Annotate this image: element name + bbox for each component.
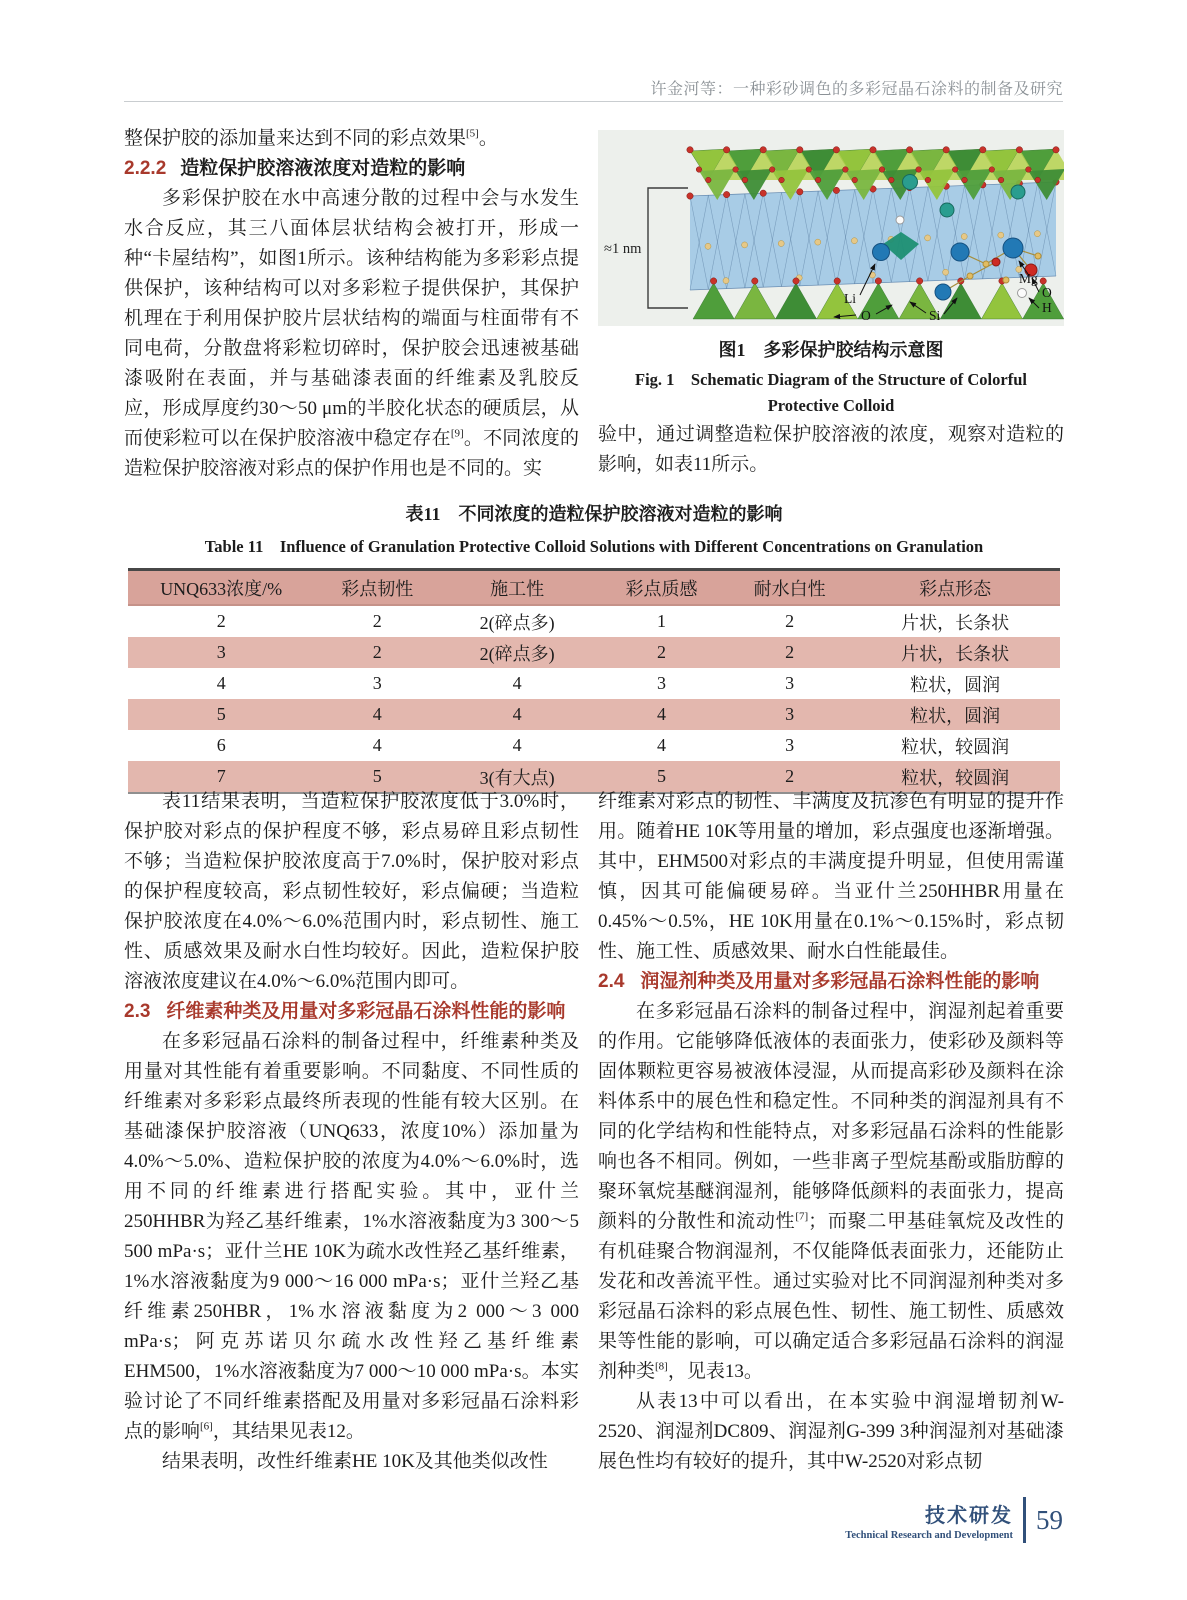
- table-cell: 2: [729, 637, 850, 668]
- figure1-image: [598, 130, 1064, 326]
- right-column-top: [598, 420, 1064, 480]
- paragraph-wetting-agent: 在多彩冠晶石涂料的制备过程中，润湿剂起着重要的作用。它能够降低液体的表面张力，使彩砂及颜料等固体颗粒更容易被液体浸湿，从而提高彩砂及颜料在涂料体系中的展色性和稳定性。不同种类的润湿剂具有不同的化学结构和性能特点，对多彩冠晶石涂料的性能影响也各不相同。例如，一些非离子型烷基酚或脂肪醇的聚环氧烷基醚润湿剂，能够降低颜料的表面张力，提高颜料的分散性和流动性[7]；而聚二甲基硅氧烷及改性的有机硅聚合物润湿剂，不仅能降低表面张力，还能防止发花和改善流平性。通过实验对比不同润湿剂种类对多彩冠晶石涂料的彩点展色性、韧性、施工韧性、质感效果等性能的影响，可以确定适合多彩冠晶石涂料的润湿剂种类[8]，见表13。: [598, 1001, 1064, 1382]
- table-row: [128, 668, 1060, 699]
- section-title: 纤维素种类及用量对多彩冠晶石涂料性能的影响: [166, 1001, 566, 1022]
- section-title: 造粒保护胶溶液浓度对造粒的影响: [180, 158, 466, 179]
- h-atom: [1018, 289, 1027, 298]
- table11-block: [120, 500, 1068, 794]
- footer-section: [845, 1499, 1013, 1541]
- table-cell: 粒状，圆润: [910, 674, 1001, 695]
- table-cell: 3: [785, 735, 795, 755]
- paragraph-table11-analysis: 表11结果表明，当造粒保护胶浓度低于3.0%时，保护胶对彩点的保护程度不够，彩点易碎且彩点韧性不够；当造粒保护胶浓度高于7.0%时，保护胶对彩点的保护程度较高，彩点韧性较好，彩点偏硬；当造粒保护胶浓度在4.0%～6.0%范围内时，彩点韧性、施工性、质感效果及耐水白性均较好。因此，造粒保护胶溶液浓度建议在4.0%～6.0%范围内即可。: [124, 791, 579, 992]
- running-head: 许金河等：一种彩砂调色的多彩冠晶石涂料的制备及研究: [650, 81, 1063, 98]
- table11-title-cn: 表11 不同浓度的造粒保护胶溶液对造粒的影响: [405, 504, 783, 524]
- o-right-label: O: [1042, 285, 1052, 300]
- paragraph-cellulose-cont: 纤维素对彩点的韧性、丰满度及抗渗色有明显的提升作用。随着HE 10K等用量的增加，彩点强度也逐渐增强。其中，EHM500对彩点的丰满度提升明显，但使用需谨慎，因其可能偏硬易碎。当亚什兰250HHBR用量在0.45%～0.5%，HE 10K用量在0.1%～0.15%时，彩点韧性、施工性、质感效果、耐水白性能最佳。: [598, 791, 1064, 962]
- right-column-bottom: [598, 787, 1064, 1477]
- teal-atom: [903, 175, 918, 190]
- table-cell: 4: [372, 735, 382, 755]
- section-number: 2.3: [124, 1001, 151, 1022]
- mg-label: Mg: [1019, 271, 1038, 286]
- table-header-cell: 彩点质感: [594, 570, 729, 606]
- table-row: [128, 637, 1060, 668]
- table-cell: 4: [314, 699, 440, 730]
- mg-atom: [1003, 238, 1023, 258]
- page-footer: [845, 1497, 1063, 1543]
- table-cell: 4: [657, 735, 667, 755]
- figure1-caption-en2: Protective Colloid: [767, 396, 895, 415]
- table-row: [128, 730, 1060, 761]
- table11: [128, 568, 1060, 794]
- left-column-bottom: [124, 787, 579, 1477]
- page-number: 59: [1036, 1504, 1063, 1535]
- table-cell: 5: [128, 699, 314, 730]
- section-heading-2-3: [124, 997, 579, 1027]
- crystal-structure-diagram: [598, 130, 1064, 326]
- table-header-cell: 施工性: [440, 570, 594, 606]
- table-header-row: [128, 570, 1060, 606]
- table-cell: 2: [729, 761, 850, 793]
- table-row: [128, 605, 1060, 637]
- table-cell: 3: [785, 673, 795, 693]
- li-label: Li: [844, 291, 856, 306]
- scale-label: ≈1 nm: [604, 241, 642, 257]
- table-cell: 5: [314, 761, 440, 793]
- table-cell: 2: [785, 611, 795, 631]
- table-cell: 2: [314, 637, 440, 668]
- table-cell: 2(碎点多): [440, 637, 594, 668]
- table-cell: 2: [594, 637, 729, 668]
- table-cell: 2: [216, 611, 226, 631]
- si-atom: [951, 243, 969, 261]
- table-cell: 1: [657, 611, 667, 631]
- table-cell: 粒状，较圆润: [850, 761, 1060, 793]
- table-header-cell: 彩点形态: [850, 570, 1060, 606]
- paragraph-continuation: 整保护胶的添加量来达到不同的彩点效果[5]。: [124, 127, 498, 149]
- table-cell: 3: [372, 673, 382, 693]
- paragraph-protective-colloid: 多彩保护胶在水中高速分散的过程中会与水发生水合反应，其三八面体层状结构会被打开，形成一种“卡屋结构”，如图1所示。该种结构能为多彩彩点提供保护，该种结构可以对多彩粒子提供保护，其保护机理在于利用保护胶片层状结构的端面与柱面带有不同电荷，分散盘将彩粒切碎时，保护胶会迅速被基础漆吸附在表面，并与基础漆表面的纤维素及乳胶反应，形成厚度约30～50 μm的半胶化状态的硬质层，从而使彩粒可以在保护胶溶液中稳定存在[9]。不同浓度的造粒保护胶溶液对彩点的保护作用也是不同的。实: [124, 188, 579, 479]
- table-cell: 4: [440, 699, 594, 730]
- table-cell: 粒状，圆润: [850, 699, 1060, 730]
- li-atom: [873, 244, 890, 261]
- table-cell: 5: [594, 761, 729, 793]
- si-label: Si: [929, 308, 941, 323]
- section-number: 2.4: [598, 971, 625, 992]
- table-cell: 粒状，较圆润: [901, 736, 1010, 757]
- table-cell: 4: [512, 735, 522, 755]
- section-heading-2-2-2: [124, 154, 579, 184]
- section-number: 2.2.2: [124, 158, 167, 179]
- figure1-caption: [598, 336, 1064, 419]
- table-row: [128, 699, 1060, 730]
- footer-section-en: Technical Research and Development: [845, 1530, 1013, 1541]
- section-title: 润湿剂种类及用量对多彩冠晶石涂料性能的影响: [640, 971, 1040, 992]
- table-cell: 7: [128, 761, 314, 793]
- table-cell: 3: [729, 699, 850, 730]
- table-header-cell: 彩点韧性: [314, 570, 440, 606]
- table-cell: 2: [372, 611, 382, 631]
- table-cell: 3: [657, 673, 667, 693]
- h-label: H: [1042, 300, 1052, 315]
- section-heading-2-4: [598, 967, 1064, 997]
- footer-divider: [1023, 1497, 1026, 1543]
- table-cell: 2(碎点多): [479, 612, 555, 633]
- figure1-caption-en: Fig. 1 Schematic Diagram of the Structure of Colorful: [635, 370, 1027, 389]
- paragraph-after-figure: 验中，通过调整造粒保护胶溶液的浓度，观察对造粒的影响，如表11所示。: [598, 424, 1064, 475]
- footer-section-cn: 技术研发: [925, 1505, 1013, 1527]
- paragraph-cellulose: 在多彩冠晶石涂料的制备过程中，纤维素种类及用量对其性能有着重要影响。不同黏度、不同性质的纤维素对多彩彩点最终所表现的性能有较大区别。在基础漆保护胶溶液（UNQ633，浓度10%）添加量为4.0%～5.0%、造粒保护胶的浓度为4.0%～6.0%时，选用不同的纤维素进行搭配实验。其中，亚什兰250HHBR为羟乙基纤维素，1%水溶液黏度为3 300～5 500 mPa·s；亚什兰HE 10K为疏水改性羟乙基纤维素，1%水溶液黏度为9 000～16 000 mPa·s；亚什兰羟乙基纤维素250HBR，1%水溶液黏度为2 000～3 000 mPa·s；阿克苏诺贝尔疏水改性羟乙基纤维素EHM500，1%水溶液黏度为7 000～10 000 mPa·s。本实验讨论了不同纤维素搭配及用量对多彩冠晶石涂料彩点的影响[6]，其结果见表12。: [124, 1031, 579, 1442]
- table-cell: 6: [216, 735, 226, 755]
- left-column-top: [124, 124, 579, 484]
- paragraph-table13: 从表13中可以看出，在本实验中润湿增韧剂W-2520、润湿剂DC809、润湿剂G-399 3种润湿剂对基础漆展色性均有较好的提升，其中W-2520对彩点韧: [598, 1391, 1064, 1472]
- table-cell: 3: [128, 637, 314, 668]
- table-cell: 4: [594, 699, 729, 730]
- table-header-cell: UNQ633浓度/%: [128, 570, 314, 606]
- table-header-cell: 耐水白性: [729, 570, 850, 606]
- header-rule: [124, 101, 1063, 102]
- o-bottom-label: O: [861, 308, 871, 323]
- figure1-caption-cn: 图1 多彩保护胶结构示意图: [718, 340, 944, 360]
- paragraph-result-lead: 结果表明，改性纤维素HE 10K及其他类似改性: [162, 1451, 548, 1472]
- table-cell: 片状，长条状: [850, 637, 1060, 668]
- table-cell: 4: [512, 673, 522, 693]
- table-cell: 3(有大点): [440, 761, 594, 793]
- table11-title-en: Table 11 Influence of Granulation Protective Colloid Solutions with Different Concentrations on Granulation: [204, 537, 984, 556]
- table-cell: 片状，长条状: [901, 612, 1010, 633]
- table-cell: 4: [216, 673, 226, 693]
